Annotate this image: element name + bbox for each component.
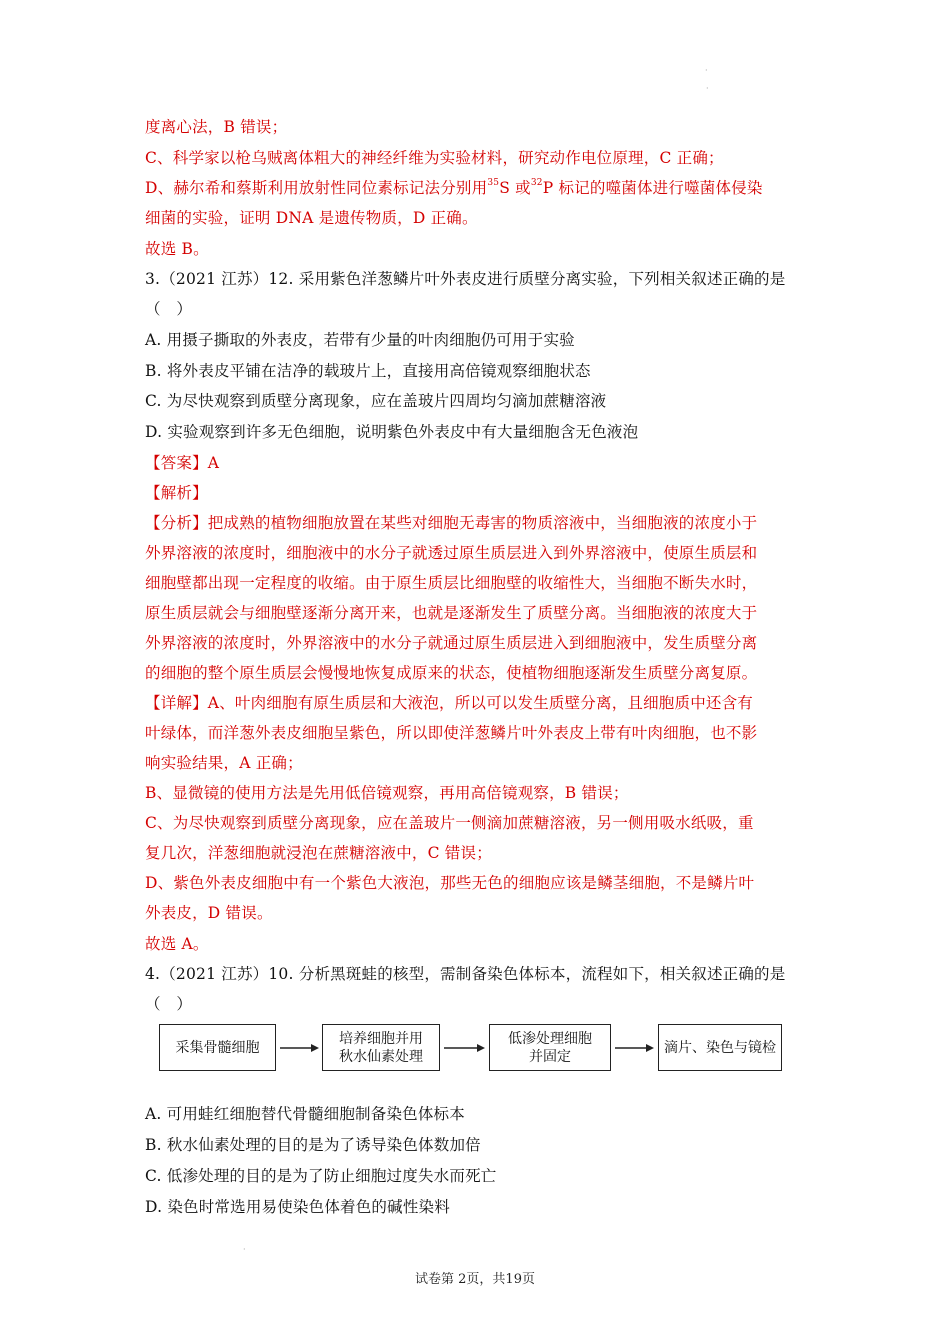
text-line: D、紫色外表皮细胞中有一个紫色大液泡，那些无色的细胞应该是鳞茎细胞，不是鳞片叶 bbox=[145, 874, 755, 892]
arrow-icon bbox=[614, 1042, 654, 1054]
option-a: A. 可用蛙红细胞替代骨髓细胞制备染色体标本 bbox=[145, 1105, 465, 1123]
flow-step-label: 滴片、染色与镜检 bbox=[664, 1039, 776, 1056]
text-line: 度离心法，B 错误； bbox=[145, 118, 288, 136]
option-a: A. 用摄子撕取的外表皮，若带有少量的叶肉细胞仍可用于实验 bbox=[145, 331, 575, 349]
arrow-icon bbox=[443, 1042, 485, 1054]
option-c: C. 低渗处理的目的是为了防止细胞过度失水而死亡 bbox=[145, 1167, 497, 1185]
text-line: B、显微镜的使用方法是先用低倍镜观察，再用高倍镜观察，B 错误； bbox=[145, 784, 629, 802]
answer-label: 【答案】A bbox=[145, 454, 220, 472]
page-footer: 试卷第 2页，共19页 bbox=[415, 1272, 535, 1287]
text-line: 【分析】把成熟的植物细胞放置在某些对细胞无毒害的物质溶液中，当细胞液的浓度小于 bbox=[145, 514, 758, 532]
scan-mark: · bbox=[243, 1245, 246, 1254]
option-d: D. 染色时常选用易使染色体着色的碱性染料 bbox=[145, 1198, 450, 1216]
question-3-bracket: （ ） bbox=[145, 300, 193, 318]
text-line: 复几次，洋葱细胞就浸泡在蔗糖溶液中，C 错误； bbox=[145, 844, 492, 862]
flow-step-hypotonic bbox=[489, 1024, 611, 1071]
option-c: C. 为尽快观察到质壁分离现象，应在盖玻片四周均匀滴加蔗糖溶液 bbox=[145, 392, 607, 410]
text-line: 叶绿体，而洋葱外表皮细胞呈紫色，所以即使洋葱鳞片叶外表皮上带有叶肉细胞，也不影 bbox=[145, 724, 758, 742]
answer-conclusion: 故选 B。 bbox=[145, 240, 209, 258]
text-line: 响实验结果，A 正确； bbox=[145, 754, 303, 772]
text-line: 原生质层就会与细胞壁逐渐分离开来，也就是逐渐发生了质壁分离。当细胞液的浓度大于 bbox=[145, 604, 758, 622]
question-4-bracket: （ ） bbox=[145, 995, 193, 1013]
text-line: 外界溶液的浓度时，细胞液中的水分子就透过原生质层进入到外界溶液中，使原生质层和 bbox=[145, 544, 758, 562]
option-d: D. 实验观察到许多无色细胞，说明紫色外表皮中有大量细胞含无色液泡 bbox=[145, 423, 639, 441]
flow-step-stain bbox=[658, 1024, 782, 1071]
flow-diagram bbox=[155, 1020, 785, 1075]
arrow-icon bbox=[279, 1042, 319, 1054]
question-4-stem: 4.（2021 江苏）10. 分析黑斑蛙的核型，需制备染色体标本，流程如下，相关叙述正确的是 bbox=[145, 965, 786, 983]
scan-mark: · bbox=[706, 84, 709, 93]
text-line: 外表皮，D 错误。 bbox=[145, 904, 273, 922]
option-b: B. 秋水仙素处理的目的是为了诱导染色体数加倍 bbox=[145, 1136, 481, 1154]
option-b: B. 将外表皮平铺在洁净的载玻片上，直接用高倍镜观察细胞状态 bbox=[145, 362, 591, 380]
flow-step-culture bbox=[322, 1024, 440, 1071]
text-line: D、赫尔希和蔡斯利用放射性同位素标记法分别用$^{35}$S 或$^{32}$P 标记的噬菌体进行噬菌体侵染 bbox=[145, 177, 763, 197]
scan-mark: · bbox=[705, 66, 708, 75]
text-line: 【详解】A、叶肉细胞有原生质层和大液泡，所以可以发生质壁分离，且细胞质中还含有 bbox=[145, 694, 753, 712]
flow-step-collect bbox=[159, 1024, 276, 1071]
flow-step-label: 秋水仙素处理 bbox=[339, 1048, 423, 1065]
text-line: 细胞壁都出现一定程度的收缩。由于原生质层比细胞壁的收缩性大，当细胞不断失水时， bbox=[145, 574, 758, 592]
flow-step-label: 并固定 bbox=[529, 1048, 571, 1065]
analysis-label: 【解析】 bbox=[145, 484, 208, 502]
text-line: 外界溶液的浓度时，外界溶液中的水分子就通过原生质层进入到细胞液中，发生质壁分离 bbox=[145, 634, 758, 652]
text-line: C、为尽快观察到质壁分离现象，应在盖玻片一侧滴加蔗糖溶液，另一侧用吸水纸吸，重 bbox=[145, 814, 754, 832]
answer-conclusion: 故选 A。 bbox=[145, 935, 209, 953]
text-line: C、科学家以枪乌贼离体粗大的神经纤维为实验材料，研究动作电位原理，C 正确； bbox=[145, 149, 724, 167]
flow-step-label: 低渗处理细胞 bbox=[508, 1030, 592, 1047]
text-line: 的细胞的整个原生质层会慢慢地恢复成原来的状态，使植物细胞逐渐发生质壁分离复原。 bbox=[145, 664, 758, 682]
flow-step-label: 采集骨髓细胞 bbox=[175, 1039, 260, 1056]
flow-step-label: 培养细胞并用 bbox=[339, 1030, 423, 1047]
text-line: 细菌的实验，证明 DNA 是遗传物质，D 正确。 bbox=[145, 209, 478, 227]
question-3-stem: 3.（2021 江苏）12. 采用紫色洋葱鳞片叶外表皮进行质壁分离实验，下列相关叙述正确的是 bbox=[145, 270, 786, 288]
